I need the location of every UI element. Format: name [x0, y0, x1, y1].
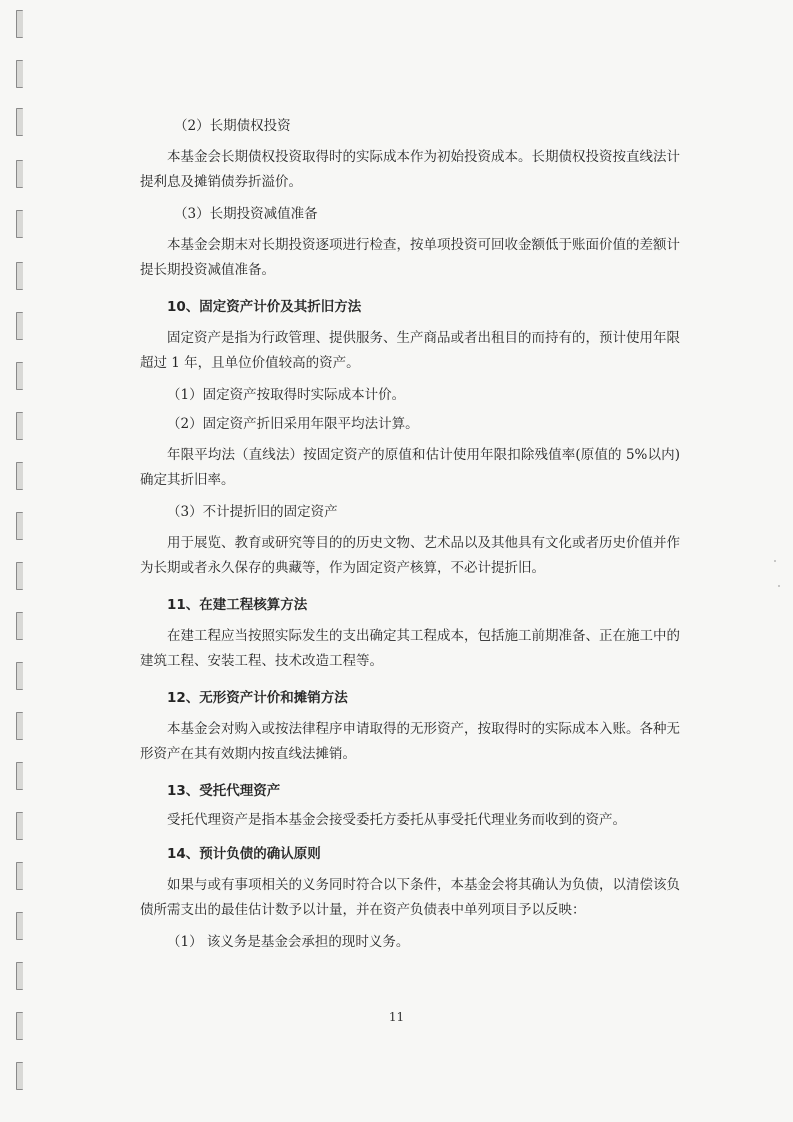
binding-hole	[16, 712, 23, 740]
paragraph: 受托代理资产是指本基金会接受委托方委托从事受托代理业务而收到的资产。	[167, 812, 626, 828]
binding-hole	[16, 210, 23, 238]
subheading-impairment: （3）长期投资减值准备	[174, 206, 318, 222]
section-heading-14: 14、预计负债的确认原则	[167, 846, 321, 862]
list-item: （1） 该义务是基金会承担的现时义务。	[167, 934, 410, 950]
paragraph: 本基金会长期债权投资取得时的实际成本作为初始投资成本。长期债权投资按直线法计提利息及摊销债券折溢价。	[140, 149, 680, 190]
scan-speck	[778, 585, 780, 587]
binding-hole	[16, 512, 23, 540]
binding-hole	[16, 10, 23, 38]
binding-hole	[16, 60, 23, 88]
paragraph: 在建工程应当按照实际发生的支出确定其工程成本，包括施工前期准备、正在施工中的建筑工程、安装工程、技术改造工程等。	[140, 628, 680, 669]
binding-hole	[16, 108, 23, 136]
list-item: （1）固定资产按取得时实际成本计价。	[167, 387, 406, 403]
section-heading-10: 10、固定资产计价及其折旧方法	[167, 299, 362, 315]
binding-hole	[16, 312, 23, 340]
binding-hole	[16, 812, 23, 840]
section-heading-12: 12、无形资产计价和摊销方法	[167, 690, 348, 706]
binding-hole	[16, 462, 23, 490]
binding-hole	[16, 1062, 23, 1090]
document-body	[140, 116, 680, 952]
binding-hole	[16, 762, 23, 790]
paragraph: 固定资产是指为行政管理、提供服务、生产商品或者出租目的而持有的，预计使用年限超过 1 年，且单位价值较高的资产。	[140, 330, 680, 371]
paragraph: 年限平均法（直线法）按固定资产的原值和估计使用年限扣除残值率(原值的 5%以内)确定其折旧率。	[140, 447, 680, 488]
binding-hole	[16, 562, 23, 590]
binding-hole	[16, 662, 23, 690]
binding-hole	[16, 160, 23, 188]
section-heading-13: 13、受托代理资产	[167, 783, 281, 799]
scan-speck	[774, 560, 776, 562]
subheading-long-term-debt: （2）长期债权投资	[174, 118, 291, 134]
binding-hole	[16, 612, 23, 640]
binding-hole	[16, 962, 23, 990]
page-number: 11	[388, 1010, 405, 1024]
list-item: （3）不计提折旧的固定资产	[167, 504, 338, 520]
binding-hole	[16, 262, 23, 290]
binding-hole	[16, 912, 23, 940]
binding-holes	[12, 0, 36, 1122]
section-heading-11: 11、在建工程核算方法	[167, 597, 308, 613]
paragraph: 本基金会期末对长期投资逐项进行检查，按单项投资可回收金额低于账面价值的差额计提长期投资减值准备。	[140, 237, 680, 278]
binding-hole	[16, 862, 23, 890]
paragraph: 用于展览、教育或研究等目的的历史文物、艺术品以及其他具有文化或者历史价值并作为长期或者永久保存的典藏等，作为固定资产核算，不必计提折旧。	[140, 535, 680, 576]
paragraph: 如果与或有事项相关的义务同时符合以下条件，本基金会将其确认为负债，以清偿该负债所需支出的最佳估计数予以计量，并在资产负债表中单列项目予以反映：	[140, 877, 680, 918]
binding-hole	[16, 362, 23, 390]
binding-hole	[16, 412, 23, 440]
paragraph: 本基金会对购入或按法律程序申请取得的无形资产，按取得时的实际成本入账。各种无形资产在其有效期内按直线法摊销。	[140, 721, 680, 762]
list-item: （2）固定资产折旧采用年限平均法计算。	[167, 416, 419, 432]
